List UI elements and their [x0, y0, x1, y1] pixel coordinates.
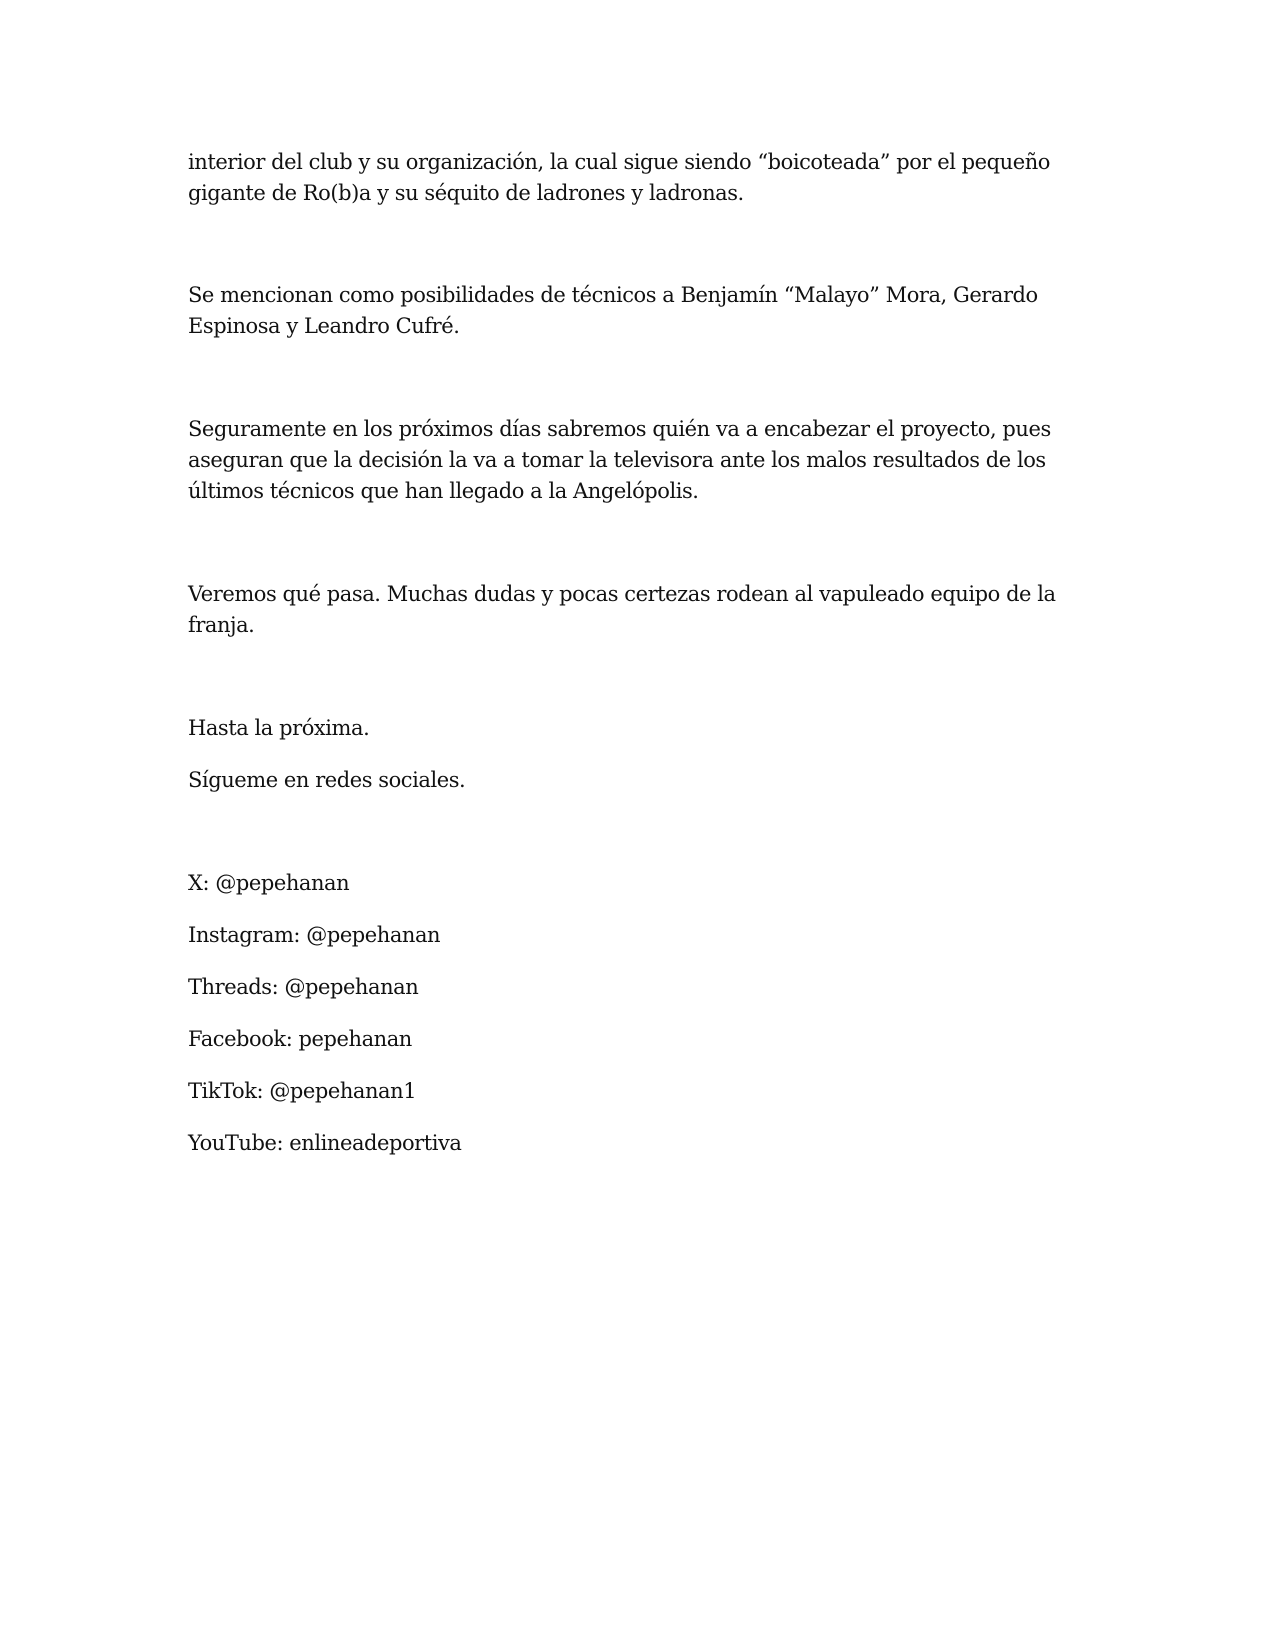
- social-link-threads: Threads: @pepehanan: [188, 975, 419, 999]
- paragraph-closing-remark: Veremos qué pasa. Muchas dudas y pocas certezas rodean al vapuleado equipo de la franja.: [188, 582, 1056, 637]
- document-body: [188, 147, 1088, 1180]
- social-link-facebook: Facebook: pepehanan: [188, 1027, 412, 1051]
- paragraph-club-organization: interior del club y su organización, la cual sigue siendo “boicoteada” por el pequeño gigante de Ro(b)a y su séquito de ladrones y ladronas.: [188, 150, 1050, 205]
- paragraph-coach-candidates: Se mencionan como posibilidades de técnicos a Benjamín “Malayo” Mora, Gerardo Espinosa y Leandro Cufré.: [188, 283, 1038, 338]
- paragraph-upcoming-decision: Seguramente en los próximos días sabremos quién va a encabezar el proyecto, pues aseguran que la decisión la va a tomar la televisora ante los malos resultados de los últimos técnicos que han llegado a la Angelópolis.: [188, 417, 1051, 503]
- social-link-youtube: YouTube: enlineadeportiva: [188, 1131, 462, 1155]
- social-links-list: [188, 868, 1088, 1159]
- paragraph-follow-prompt: Sígueme en redes sociales.: [188, 768, 466, 792]
- social-link-x: X: @pepehanan: [188, 871, 350, 895]
- paragraph-farewell: Hasta la próxima.: [188, 716, 370, 740]
- social-link-tiktok: TikTok: @pepehanan1: [188, 1079, 417, 1103]
- social-link-instagram: Instagram: @pepehanan: [188, 923, 441, 947]
